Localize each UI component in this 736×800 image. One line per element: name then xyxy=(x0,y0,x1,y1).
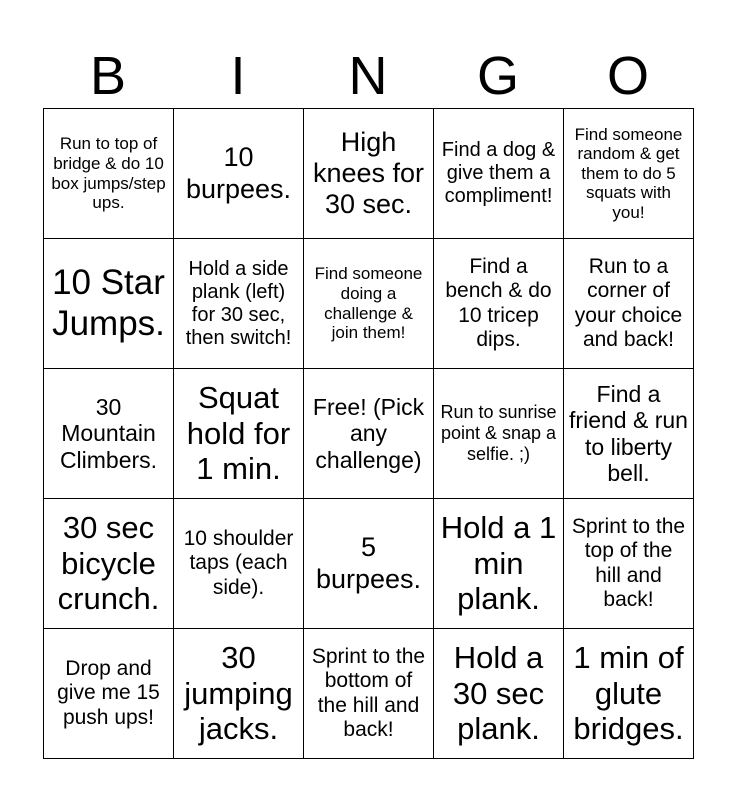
bingo-header xyxy=(43,45,693,107)
bingo-cell[interactable]: Drop and give me 15 push ups! xyxy=(44,629,174,759)
bingo-cell[interactable]: 1 min of glute bridges. xyxy=(564,629,694,759)
bingo-cell[interactable]: Run to a corner of your choice and back! xyxy=(564,239,694,369)
bingo-cell[interactable]: Find a dog & give them a compliment! xyxy=(434,109,564,239)
bingo-cell[interactable]: 30 jumping jacks. xyxy=(174,629,304,759)
bingo-cell[interactable]: Sprint to the top of the hill and back! xyxy=(564,499,694,629)
bingo-cell[interactable]: Run to top of bridge & do 10 box jumps/step ups. xyxy=(44,109,174,239)
header-letter-n: N xyxy=(348,46,388,106)
bingo-cell[interactable]: 5 burpees. xyxy=(304,499,434,629)
bingo-cell[interactable]: Hold a 1 min plank. xyxy=(434,499,564,629)
bingo-cell[interactable]: Hold a side plank (left) for 30 sec, then switch! xyxy=(174,239,304,369)
bingo-cell[interactable]: 30 sec bicycle crunch. xyxy=(44,499,174,629)
header-letter-i: I xyxy=(230,46,246,106)
bingo-grid xyxy=(43,108,694,759)
bingo-cell[interactable]: Find a bench & do 10 tricep dips. xyxy=(434,239,564,369)
bingo-cell[interactable]: Squat hold for 1 min. xyxy=(174,369,304,499)
bingo-cell[interactable]: Find someone random & get them to do 5 squats with you! xyxy=(564,109,694,239)
bingo-cell[interactable]: Hold a 30 sec plank. xyxy=(434,629,564,759)
bingo-cell[interactable]: 30 Mountain Climbers. xyxy=(44,369,174,499)
bingo-cell[interactable]: 10 Star Jumps. xyxy=(44,239,174,369)
free-space-cell[interactable]: Free! (Pick any challenge) xyxy=(304,369,434,499)
header-letter-o: O xyxy=(606,46,649,106)
bingo-cell[interactable]: 10 shoulder taps (each side). xyxy=(174,499,304,629)
grid-row xyxy=(44,369,694,499)
grid-row xyxy=(44,499,694,629)
bingo-cell[interactable]: Find someone doing a challenge & join them! xyxy=(304,239,434,369)
bingo-cell[interactable]: Sprint to the bottom of the hill and back! xyxy=(304,629,434,759)
header-letter-b: B xyxy=(89,46,127,106)
bingo-cell[interactable]: High knees for 30 sec. xyxy=(304,109,434,239)
bingo-cell[interactable]: Find a friend & run to liberty bell. xyxy=(564,369,694,499)
grid-row xyxy=(44,109,694,239)
grid-row xyxy=(44,629,694,759)
grid-row xyxy=(44,239,694,369)
header-letter-g: G xyxy=(476,46,519,106)
bingo-cell[interactable]: Run to sunrise point & snap a selfie. ;) xyxy=(434,369,564,499)
bingo-cell[interactable]: 10 burpees. xyxy=(174,109,304,239)
